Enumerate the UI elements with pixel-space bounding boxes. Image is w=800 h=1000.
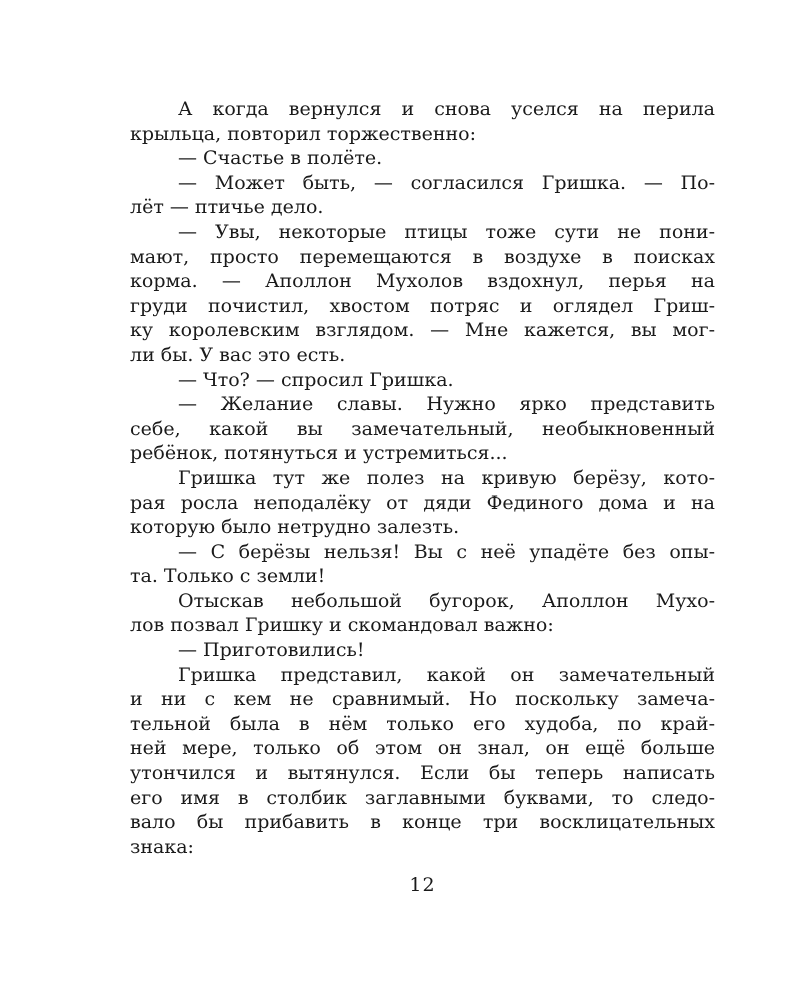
text-line: вало бы прибавить в конце три восклицательных [130,811,715,834]
text-line: себе, какой вы замечательный, необыкновенный [130,417,715,440]
text-line: Гришка представил, какой он замечательный [178,663,715,686]
text-line: лов позвал Гришку и скомандовал важно: [130,614,554,637]
text-line: и ни с кем не сравнимый. Но поскольку замеча- [130,688,715,711]
text-line: знака: [130,835,194,858]
text-line: — С берёзы нельзя! Вы с неё упадёте без опы- [178,540,715,563]
text-line: груди почистил, хвостом потряс и оглядел Гриш- [130,294,715,317]
text-line: которую было нетрудно залезть. [130,516,460,539]
text-line: та. Только с земли! [130,565,326,588]
text-line: крыльца, повторил торжественно: [130,122,476,145]
text-line: Отыскав небольшой бугорок, Аполлон Мухо- [178,589,715,612]
text-line: Гришка тут же полез на кривую берёзу, кото- [178,466,715,489]
text-line: тельной была в нём только его худоба, по край- [130,712,715,735]
page-number: 12 [409,874,436,896]
text-line: ребёнок, потянуться и устремиться... [130,442,508,465]
text-line: — Приготовились! [178,639,365,662]
text-line: лёт — птичье дело. [130,196,324,219]
text-line: утончился и вытянулся. Если бы теперь написать [130,762,715,785]
text-line: ли бы. У вас это есть. [130,343,346,366]
text-line: ку королевским взглядом. — Мне кажется, вы мог- [130,319,715,342]
text-line: ней мере, только об этом он знал, он ещё больше [130,737,715,760]
text-line: — Счастье в полёте. [178,147,383,170]
text-line: — Увы, некоторые птицы тоже сути не пони- [178,220,715,243]
text-line: А когда вернулся и снова уселся на перила [178,98,715,120]
body-text [130,97,715,859]
text-line: его имя в столбик заглавными буквами, то следо- [130,786,715,809]
text-line: — Может быть, — согласился Гришка. — По- [178,171,715,194]
text-line: рая росла неподалёку от дяди Фединого дома и на [130,491,715,514]
text-line: корма. — Аполлон Мухолов вздохнул, перья на [130,270,715,293]
text-line: мают, просто перемещаются в воздухе в поисках [130,245,715,268]
text-line: — Что? — спросил Гришка. [178,368,454,391]
text-line: — Желание славы. Нужно ярко представить [178,393,715,416]
